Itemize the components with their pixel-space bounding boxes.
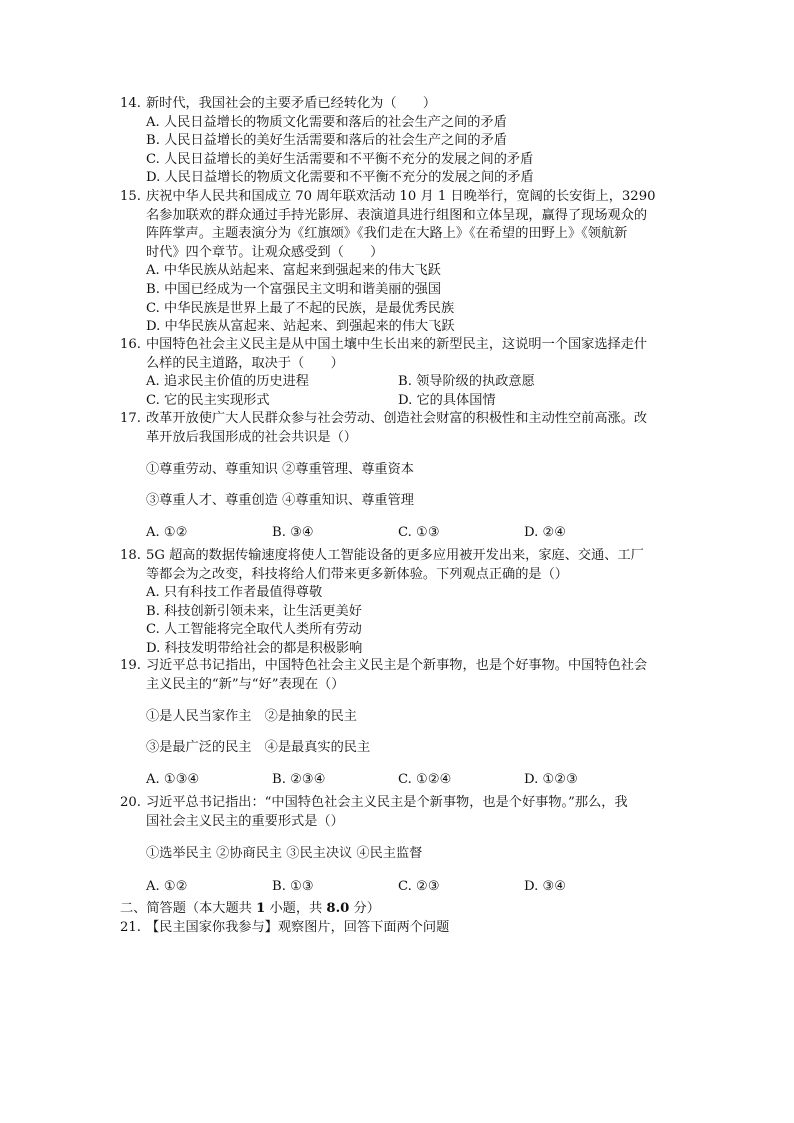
options-grid [146, 771, 680, 790]
statement-line: ①尊重劳动、尊重知识 ②尊重管理、尊重资本 [146, 462, 414, 478]
option-b: B. 科技创新引领未来，让生活更美好 [146, 603, 362, 619]
question-16 [120, 336, 680, 410]
question-stem-line: 名参加联欢的群众通过手持光影屏、表演道具进行组图和立体呈现，赢得了现场观众的 [146, 207, 648, 223]
question-stem-line: 时代》四个章节。让观众感受到（ ） [146, 244, 384, 260]
section-middle: 小题，共 [265, 901, 327, 916]
question-stem: 【民主国家你我参与】观察图片，回答下面两个问题 [146, 920, 450, 935]
option-a: A. ①② [146, 525, 188, 541]
option-c: C. 它的民主实现形式 [146, 392, 270, 408]
option-b: B. 领导阶级的执政意愿 [398, 374, 535, 390]
statement-line: ③是最广泛的民主 ④是最真实的民主 [146, 739, 371, 755]
question-stem-line: 国社会主义民主的重要形式是（） [146, 813, 344, 829]
statement-line: ③尊重人才、尊重创造 ④尊重知识、尊重管理 [146, 492, 414, 508]
option-b: B. ③④ [272, 525, 314, 541]
question-15 [120, 188, 680, 337]
options-grid [146, 878, 680, 897]
question-20 [120, 794, 680, 896]
question-stem-line: 主义民主的“新”与“好”表现在（） [146, 676, 345, 692]
option-c: C. 人工智能将完全取代人类所有劳动 [146, 622, 362, 638]
option-a: A. 只有科技工作者最值得尊敬 [146, 585, 323, 601]
option-a: A. 人民日益增长的物质文化需要和落后的社会生产之间的矛盾 [146, 114, 507, 130]
question-stem-line: 习近平总书记指出，中国特色社会主义民主是个新事物，也是个好事物。中国特色社会 [146, 658, 648, 673]
option-b: B. ①③ [272, 878, 314, 894]
question-21 [120, 919, 680, 938]
question-stem: 新时代，我国社会的主要矛盾已经转化为（ ） [146, 96, 437, 111]
question-number: 19. [120, 658, 141, 673]
section-score: 8.0 [326, 901, 350, 916]
option-d: D. 中华民族从富起来、站起来、到强起来的伟大飞跃 [146, 319, 455, 335]
question-count: 1 [256, 901, 266, 916]
question-18 [120, 547, 680, 659]
option-d: D. 人民日益增长的物质文化需要和不平衡不充分的发展之间的矛盾 [146, 170, 534, 186]
section-suffix: 分） [349, 901, 380, 916]
question-stem-line: 庆祝中华人民共和国成立 70 周年联欢活动 10 月 1 日晚举行，宽阔的长安街上，3290 [146, 189, 656, 204]
question-stem-line: 等都会为之改变，科技将给人们带来更多新体验。下列观点正确的是（） [146, 566, 568, 582]
question-stem-line: 5G 超高的数据传输速度将使人工智能设备的更多应用被开发出来，家庭、交通、工厂 [146, 548, 644, 563]
option-a: A. ①③④ [146, 772, 200, 788]
option-d: D. ②④ [524, 525, 567, 541]
option-a: A. ①② [146, 878, 188, 894]
question-17 [120, 410, 680, 543]
question-stem-line: 么样的民主道路，取决于（ ） [146, 355, 344, 371]
option-c: C. ②③ [398, 878, 440, 894]
statement-line: ①是人民当家作主 ②是抽象的民主 [146, 709, 357, 725]
question-19 [120, 657, 680, 790]
option-d: D. 它的具体国情 [398, 392, 496, 408]
option-c: C. ①②④ [398, 772, 452, 788]
section-heading [120, 900, 380, 919]
option-d: D. 科技发明带给社会的都是积极影响 [146, 640, 363, 656]
option-c: C. 人民日益增长的美好生活需要和不平衡不充分的发展之间的矛盾 [146, 151, 534, 167]
statement-line: ①选举民主 ②协商民主 ③民主决议 ④民主监督 [146, 846, 423, 862]
options-grid [146, 373, 680, 410]
option-a: A. 追求民主价值的历史进程 [146, 374, 309, 390]
option-d: D. ③④ [524, 878, 567, 894]
question-stem-line: 习近平总书记指出：“中国特色社会主义民主是个新事物，也是个好事物。”那么，我 [146, 795, 628, 810]
question-number: 14. [120, 96, 141, 111]
question-number: 21. [120, 920, 141, 935]
option-d: D. ①②③ [524, 772, 578, 788]
question-number: 18. [120, 548, 141, 563]
question-stem-line: 改革开放使广大人民群众参与社会劳动、创造社会财富的积极性和主动性空前高涨。改 [146, 411, 648, 426]
question-number: 15. [120, 189, 141, 204]
option-c: C. 中华民族是世界上最了不起的民族，是最优秀民族 [146, 300, 455, 316]
question-number: 17. [120, 411, 141, 426]
option-b: B. 人民日益增长的美好生活需要和落后的社会生产之间的矛盾 [146, 133, 507, 149]
section-prefix: 二、简答题（本大题共 [120, 901, 257, 916]
option-a: A. 中华民族从站起来、富起来到强起来的伟大飞跃 [146, 263, 441, 279]
question-stem-line: 阵阵掌声。主题表演分为《红旗颂》《我们走在大路上》《在希望的田野上》《领航新 [146, 226, 628, 242]
question-number: 16. [120, 337, 141, 352]
question-stem-line: 中国特色社会主义民主是从中国土壤中生长出来的新型民主，这说明一个国家选择走什 [146, 337, 648, 352]
question-stem-line: 革开放后我国形成的社会共识是（） [146, 429, 357, 445]
question-14 [120, 95, 680, 188]
option-c: C. ①③ [398, 525, 440, 541]
question-number: 20. [120, 795, 141, 810]
option-b: B. 中国已经成为一个富强民主文明和谐美丽的强国 [146, 281, 442, 297]
option-b: B. ②③④ [272, 772, 326, 788]
options-grid [146, 524, 680, 543]
